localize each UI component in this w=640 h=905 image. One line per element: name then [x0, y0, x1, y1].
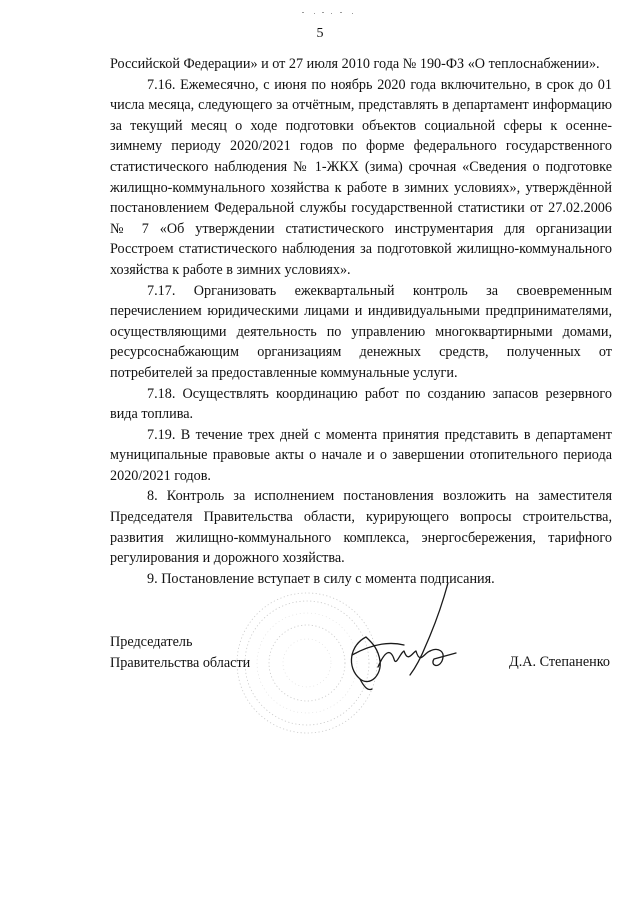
paragraph-7-17: 7.17. Организовать ежеквартальный контроль за своевременным перечислением юридическими лицами и индивидуальными предпринимателями, осуществляющими деятельность по управлению многоквартирными домами, ресурсоснабжающим организациям денежных средств, полученных от потребителей за предоставленные коммунальные услуги.	[110, 282, 612, 381]
document-body	[110, 54, 612, 589]
signatory-title	[110, 632, 250, 673]
paragraph-fz-reference: Российской Федерации» и от 27 июля 2010 года № 190-ФЗ «О теплоснабжении».	[110, 56, 600, 72]
signatory-name: Д.А. Степаненко	[509, 654, 610, 670]
paragraph-7-16: 7.16. Ежемесячно, с июня по ноябрь 2020 года включительно, в срок до 01 числа месяца, следующего за отчётным, представлять в департамент информацию за текущий месяц о ходе подготовки объектов социальной сферы к осенне-зимнему периоду 2020/2021 годов по форме федерального государственного статистического наблюдения № 1-ЖКХ (зима) срочная «Сведения о подготовке жилищно-коммунального хозяйства к работе в зимних условиях», утверждённой постановлением Федеральной службы государственной статистики от 27.02.2006 № 7 «Об утверждении статистического инструментария для организации Росстроем статистического наблюдения за подготовкой жилищно-коммунального хозяйства к работе в зимних условиях».	[110, 76, 612, 278]
paragraph-7-18: 7.18. Осуществлять координацию работ по созданию запасов резервного вида топлива.	[110, 385, 612, 423]
signatory-title-line1: Председатель	[110, 634, 193, 650]
handwritten-signature	[330, 575, 480, 695]
paragraph-9: 9. Постановление вступает в силу с момента подписания.	[147, 570, 495, 587]
scan-marks	[300, 4, 360, 12]
page-number: 5	[316, 26, 324, 41]
signatory-title-line2: Правительства области	[110, 654, 251, 671]
paragraph-7-19: 7.19. В течение трех дней с момента принятия представить в департамент муниципальные правовые акты о начале и о завершении отопительного периода 2020/2021 годов.	[110, 426, 612, 484]
paragraph-8: 8. Контроль за исполнением постановления возложить на заместителя Председателя Правительства области, курирующего вопросы строительства, развития жилищно-коммунального комплекса, энергосбережения, тарифного регулирования и дорожного хозяйства.	[110, 488, 612, 567]
